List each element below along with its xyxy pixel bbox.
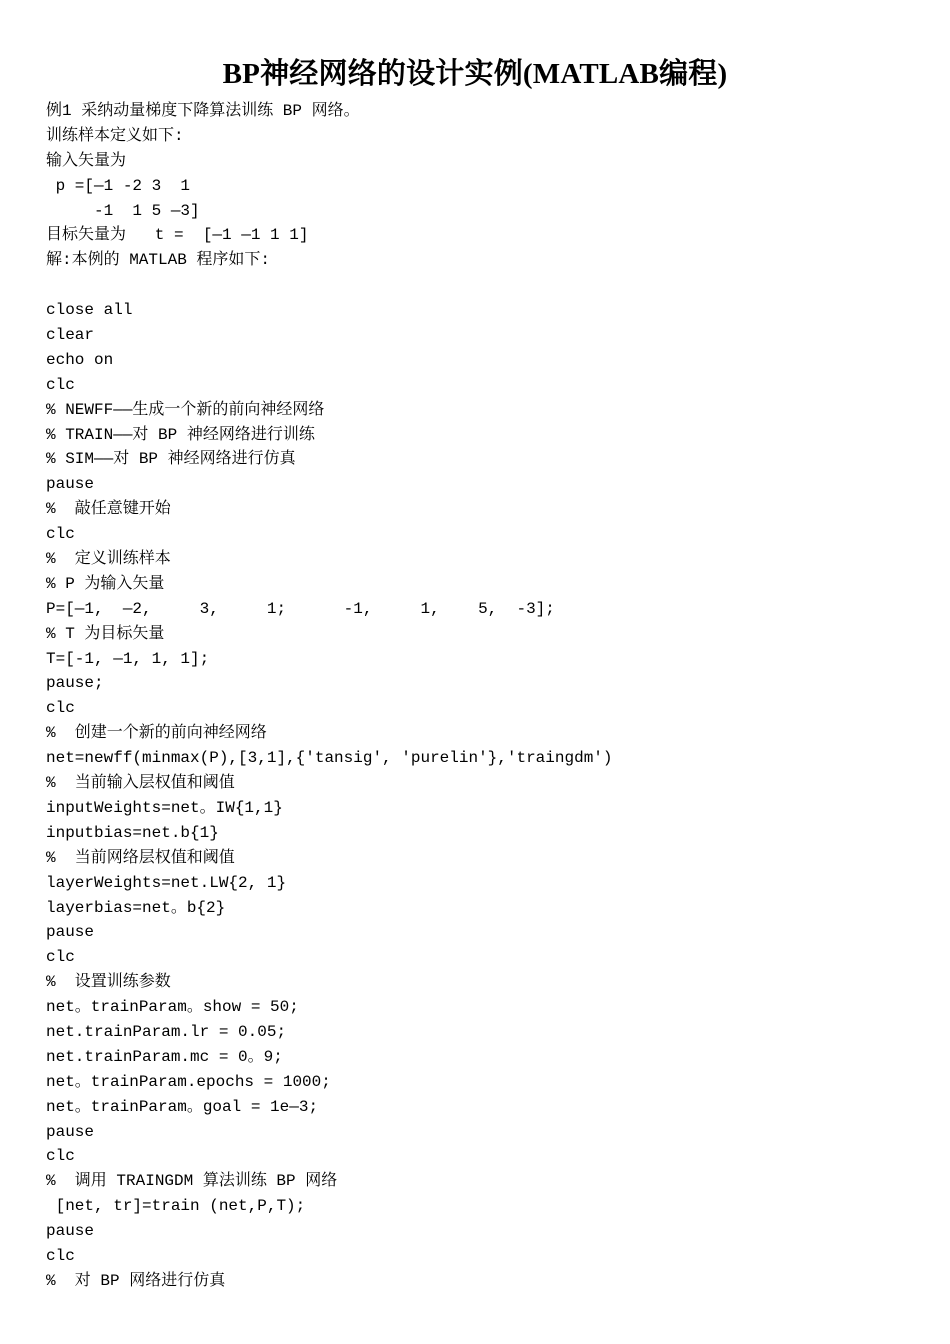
code-line: net.trainParam.mc = 0。9;	[46, 1047, 283, 1066]
code-line: net。trainParam。show = 50;	[46, 998, 299, 1017]
document-body	[46, 99, 926, 1294]
code-comment: % SIM——对 BP 神经网络进行仿真	[46, 450, 296, 469]
code-line: clc	[46, 525, 75, 544]
code-comment: % 当前输入层权值和阈值	[46, 774, 235, 793]
code-line: clc	[46, 1147, 75, 1166]
code-line: clc	[46, 375, 75, 394]
code-line: pause	[46, 1222, 95, 1241]
code-comment: % 定义训练样本	[46, 550, 171, 569]
code-line: inputWeights=net。IW{1,1}	[46, 798, 283, 817]
document-title: BP神经网络的设计实例(MATLAB编程)	[222, 58, 728, 90]
text-line: 解:本例的 MATLAB 程序如下:	[46, 251, 271, 270]
code-line: T=[-1, —1, 1, 1];	[46, 649, 210, 668]
code-line: clc	[46, 948, 75, 967]
code-line: net.trainParam.lr = 0.05;	[46, 1022, 287, 1041]
code-line: net。trainParam。goal = 1e—3;	[46, 1097, 319, 1116]
code-line: pause	[46, 1122, 95, 1141]
code-comment: % NEWFF——生成一个新的前向神经网络	[46, 400, 325, 419]
code-line: layerbias=net。b{2}	[46, 898, 226, 917]
code-comment: % P 为输入矢量	[46, 574, 165, 593]
code-line: inputbias=net.b{1}	[46, 823, 219, 842]
code-line: echo on	[46, 350, 114, 369]
code-line: clc	[46, 699, 75, 718]
text-line: 目标矢量为 t = [—1 —1 1 1]	[46, 226, 309, 245]
code-comment: % 创建一个新的前向神经网络	[46, 724, 267, 743]
code-line: net=newff(minmax(P),[3,1],{'tansig', 'purelin'},'traingdm')	[46, 749, 613, 768]
code-comment: % 调用 TRAINGDM 算法训练 BP 网络	[46, 1172, 338, 1191]
code-comment: % TRAIN——对 BP 神经网络进行训练	[46, 425, 315, 444]
text-line: 训练样本定义如下:	[46, 126, 184, 145]
text-line: -1 1 5 —3]	[46, 201, 200, 220]
code-line: close all	[46, 301, 133, 320]
text-line: p =[—1 -2 3 1	[46, 176, 191, 195]
text-line: 输入矢量为	[46, 151, 127, 170]
code-line: net。trainParam.epochs = 1000;	[46, 1072, 331, 1091]
code-line: clear	[46, 326, 95, 345]
code-comment: % 敲任意键开始	[46, 500, 171, 519]
code-comment: % 设置训练参数	[46, 973, 171, 992]
code-comment: % 当前网络层权值和阈值	[46, 848, 235, 867]
code-comment: % T 为目标矢量	[46, 624, 165, 643]
code-line: pause	[46, 923, 95, 942]
code-line: [net, tr]=train (net,P,T);	[46, 1197, 306, 1216]
text-line: 例1 采纳动量梯度下降算法训练 BP 网络。	[46, 102, 360, 120]
blank-line	[46, 273, 926, 298]
code-line: P=[—1, —2, 3, 1; -1, 1, 5, -3];	[46, 599, 555, 618]
code-comment: % 对 BP 网络进行仿真	[46, 1271, 226, 1290]
code-line: pause	[46, 475, 95, 494]
code-line: pause;	[46, 674, 104, 693]
code-line: clc	[46, 1246, 75, 1265]
code-line: layerWeights=net.LW{2, 1}	[46, 873, 287, 892]
